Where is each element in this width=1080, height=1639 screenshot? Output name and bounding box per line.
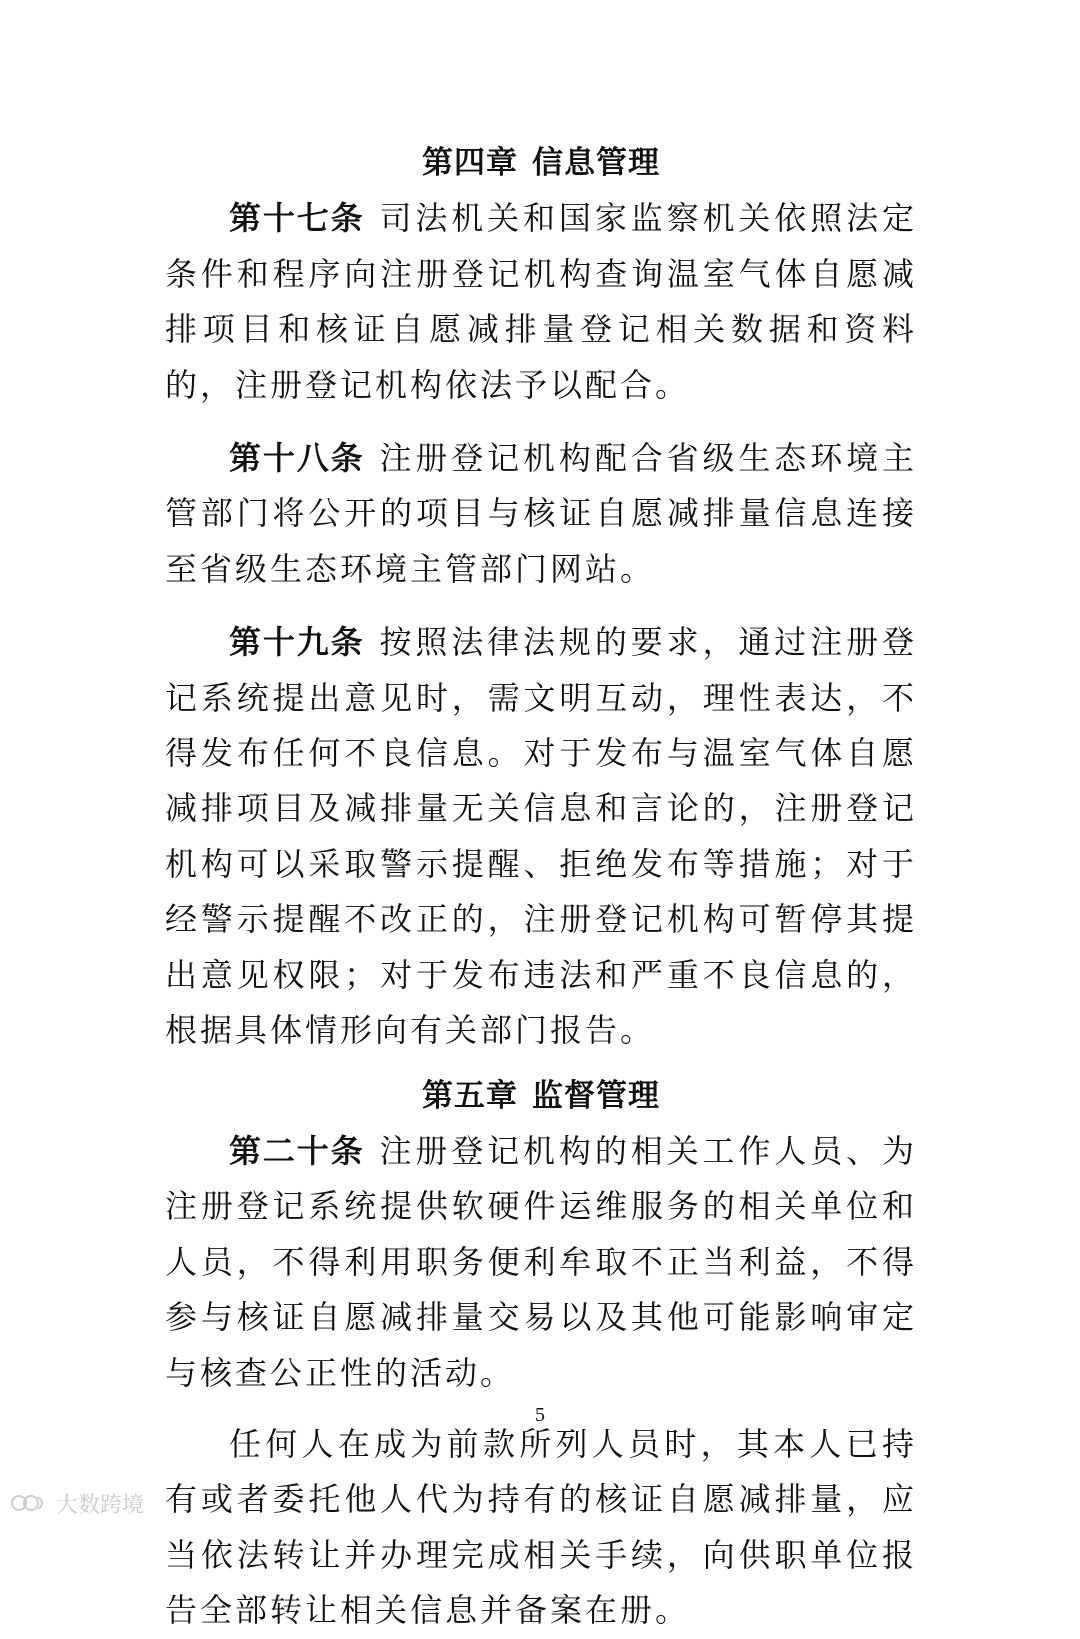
article-17-text: 司法机关和国家监察机关依照法定条件和程序向注册登记机构查询温室气体自愿减排项目和核证自愿减排量登记相关数据和资料的，注册登记机构依法予以配合。 bbox=[165, 199, 917, 404]
article-20-text: 注册登记机构的相关工作人员、为注册登记系统提供软硬件运维服务的相关单位和人员，不得利用职务便利牟取不正当利益，不得参与核证自愿减排量交易以及其他可能影响审定与核查公正性的活动。 bbox=[165, 1131, 917, 1392]
article-18-number: 第十八条 bbox=[229, 439, 365, 478]
chapter-5-number: 第五章 bbox=[422, 1077, 518, 1114]
article-17 bbox=[165, 191, 917, 413]
chapter-5-title: 监督管理 bbox=[532, 1077, 660, 1114]
watermark bbox=[10, 1488, 144, 1518]
article-20-number: 第二十条 bbox=[229, 1131, 365, 1170]
article-20 bbox=[165, 1124, 917, 1401]
article-19-text: 按照法律法规的要求，通过注册登记系统提出意见时，需文明互动，理性表达，不得发布任何不良信息。对于发布与温室气体自愿减排项目及减排量无关信息和言论的，注册登记机构可以采取警示提醒、拒绝发布等措施；对于经警示提醒不改正的，注册登记机构可暂停其提出意见权限；对于发布违法和严重不良信息的，根据具体情形向有关部门报告。 bbox=[165, 623, 917, 1050]
article-19 bbox=[165, 615, 917, 1058]
brand-logo-icon bbox=[10, 1491, 50, 1515]
page-number: 5 bbox=[535, 1404, 545, 1426]
watermark-text: 大数跨境 bbox=[56, 1492, 145, 1518]
article-19-number: 第十九条 bbox=[229, 623, 365, 662]
chapter-4-number: 第四章 bbox=[422, 145, 518, 181]
article-20-paragraph-2-text: 任何人在成为前款所列人员时，其本人已持有或者委托他人代为持有的核证自愿减排量，应当依法转让并办理完成相关手续，向供职单位报告全部转让相关信息并备案在册。 bbox=[165, 1424, 917, 1630]
article-18 bbox=[165, 431, 917, 597]
chapter-5-heading bbox=[165, 1069, 917, 1124]
article-18-text: 注册登记机构配合省级生态环境主管部门将公开的项目与核证自愿减排量信息连接至省级生态环境主管部门网站。 bbox=[165, 439, 917, 588]
chapter-4-title: 信息管理 bbox=[532, 145, 660, 181]
chapter-4-heading bbox=[165, 136, 917, 191]
article-17-number: 第十七条 bbox=[229, 199, 365, 238]
